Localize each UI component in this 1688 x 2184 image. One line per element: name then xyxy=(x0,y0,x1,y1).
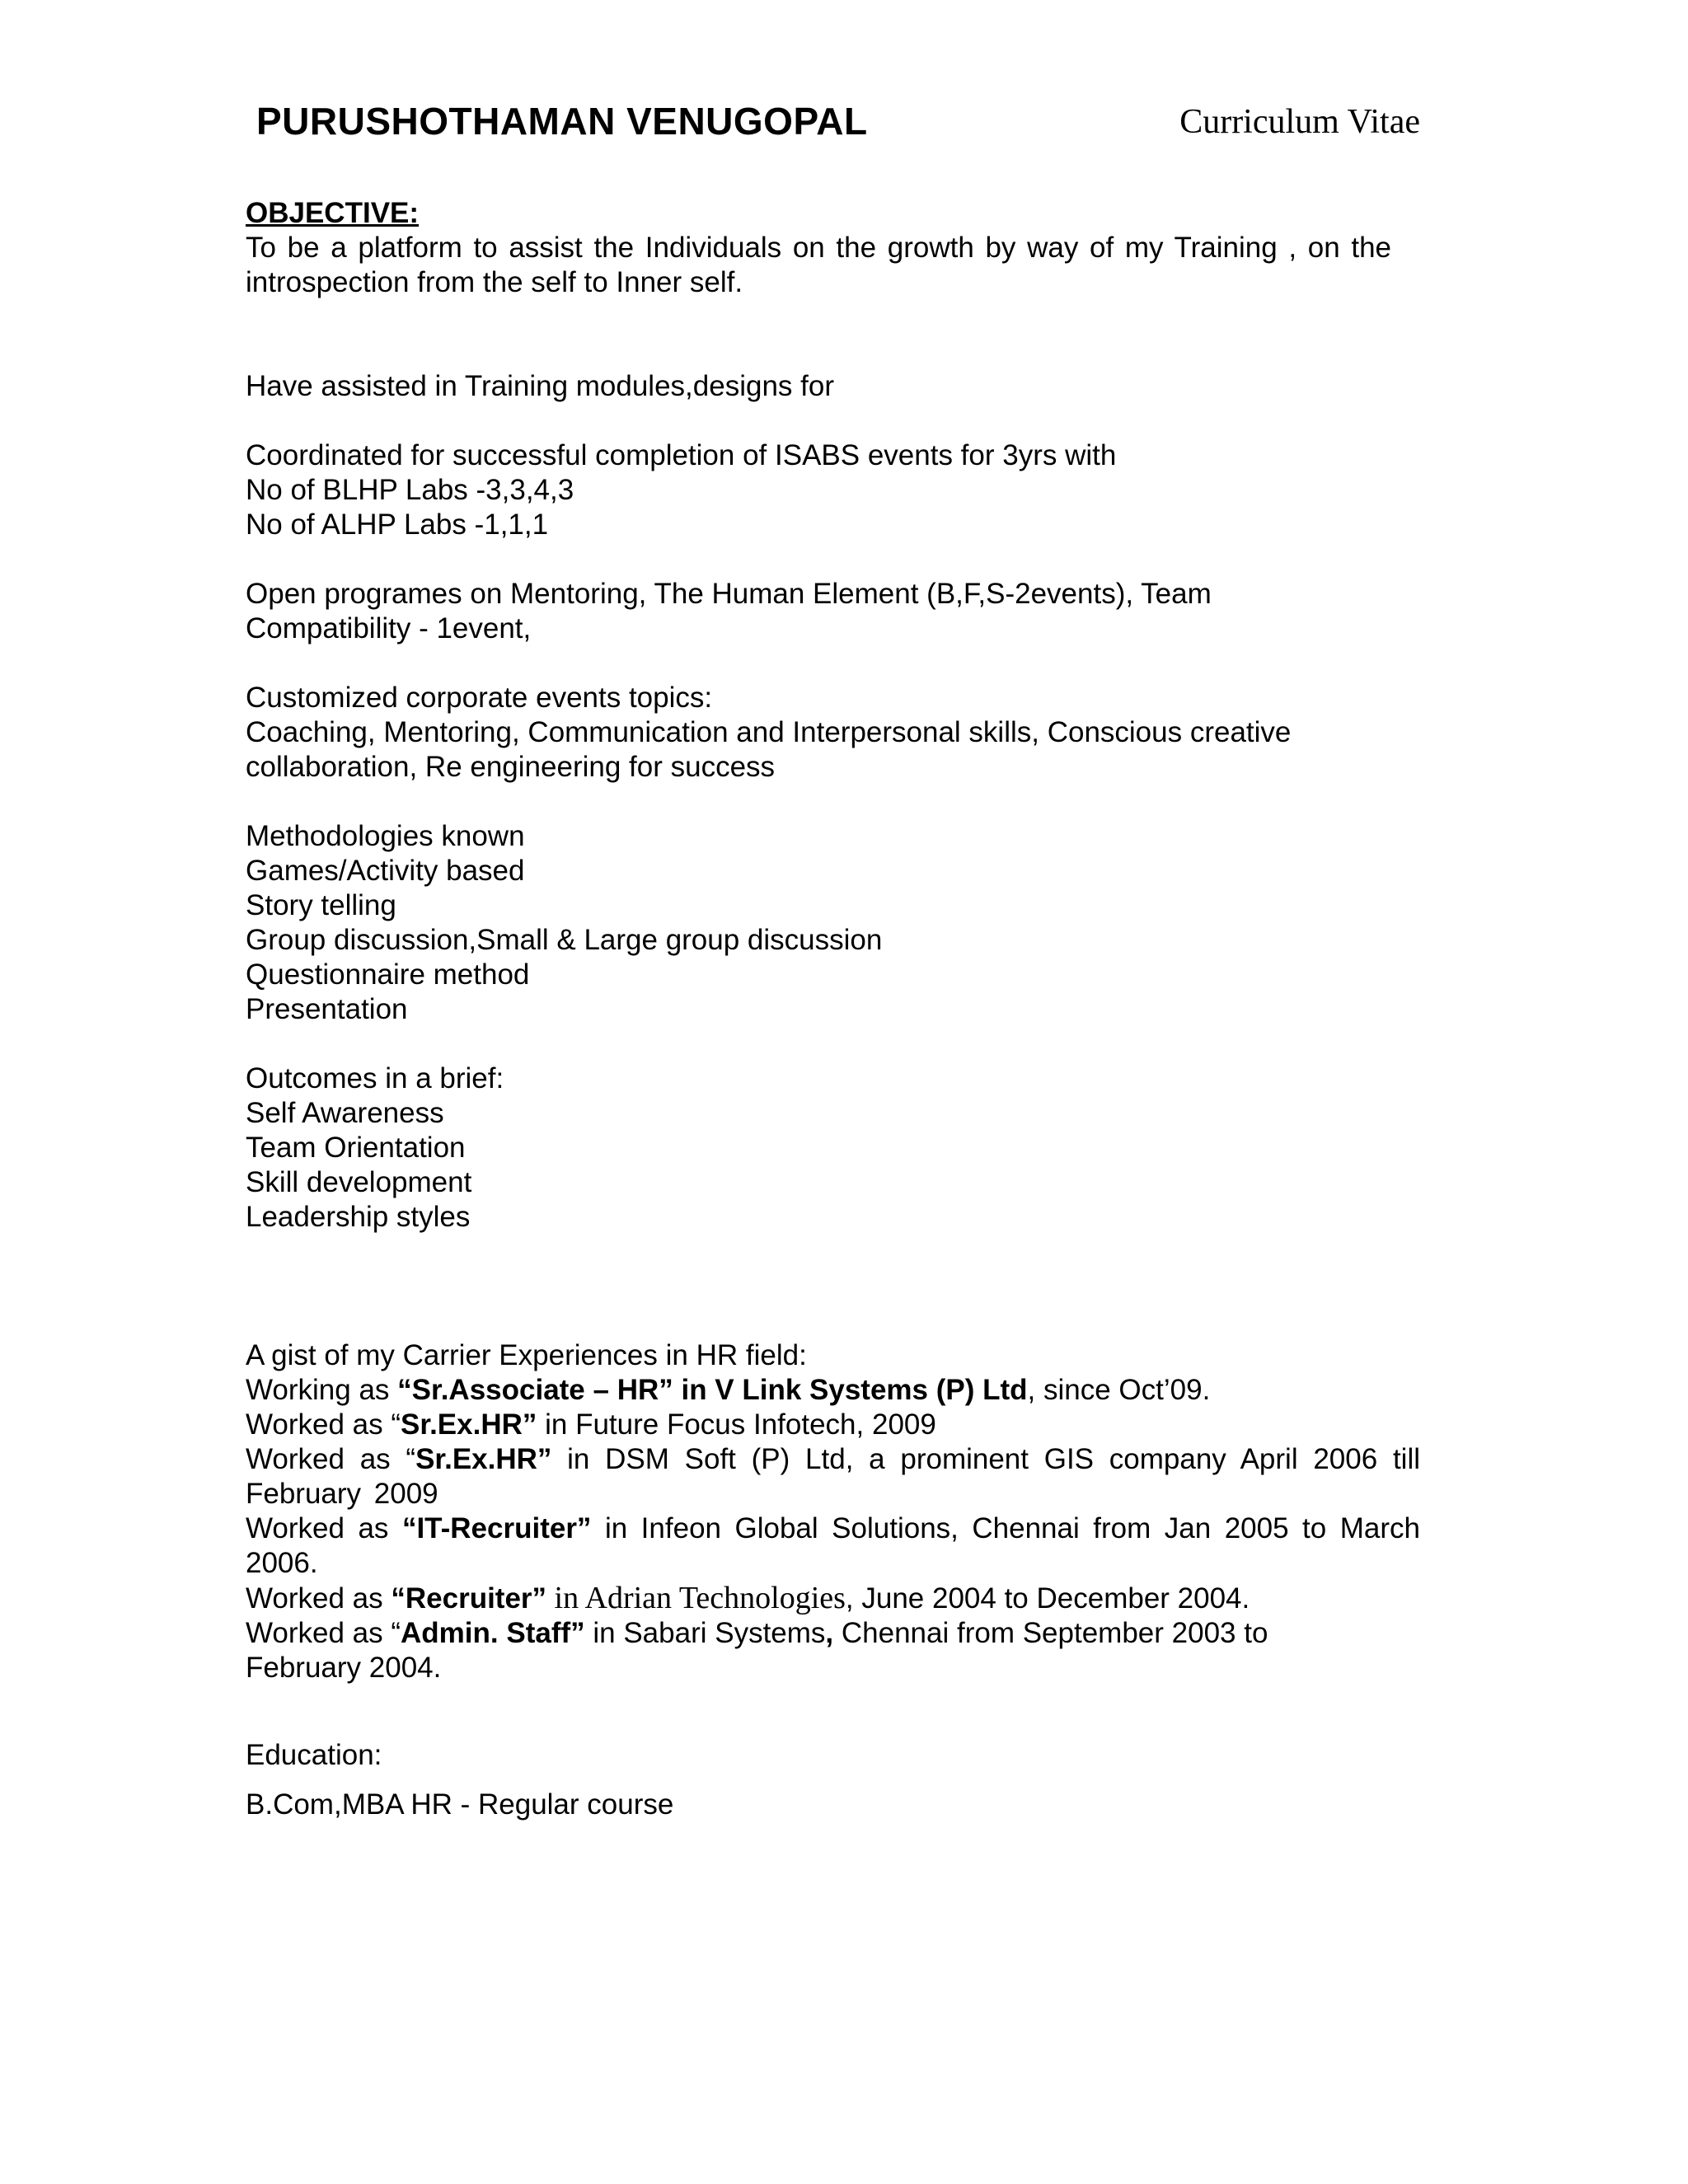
list-item: Presentation xyxy=(246,993,408,1025)
experience-role: “Recruiter” xyxy=(391,1582,547,1615)
list-item: Self Awareness xyxy=(246,1097,444,1129)
list-item: Games/Activity based xyxy=(246,855,525,887)
open-programs-line-2: Compatibility - 1event, xyxy=(246,612,532,644)
experience-entry xyxy=(246,1581,1420,1616)
experience-text: Worked as xyxy=(246,1512,402,1544)
experience-text: Chennai from September 2003 to xyxy=(833,1617,1268,1649)
training-blhp: No of BLHP Labs -3,3,4,3 xyxy=(246,474,574,506)
experience-text: , xyxy=(825,1617,834,1649)
experience-role: “IT-Recruiter” xyxy=(401,1512,592,1544)
list-item: Story telling xyxy=(246,889,396,921)
education-heading: Education: xyxy=(246,1739,382,1771)
outcomes-heading: Outcomes in a brief: xyxy=(246,1062,504,1094)
list-item: Group discussion,Small & Large group discussion xyxy=(246,924,883,956)
experience-entry xyxy=(246,1442,1420,1511)
experience-text: , since Oct’09. xyxy=(1027,1374,1211,1406)
open-programs-line-1: Open programes on Mentoring, The Human Element (B,F,S-2events), Team xyxy=(246,578,1212,610)
experience-text: in DSM Soft (P) Ltd, a prominent GIS company April 2006 till February 2009 xyxy=(246,1443,1420,1510)
education-degree: B.Com,MBA HR - Regular course xyxy=(246,1788,674,1821)
experience-text: Working as xyxy=(246,1374,398,1406)
document-type: Curriculum Vitae xyxy=(1179,103,1420,141)
list-item: Team Orientation xyxy=(246,1132,466,1164)
list-item: Skill development xyxy=(246,1166,472,1198)
experience-entry-continued: February 2004. xyxy=(246,1652,442,1684)
methodologies-heading: Methodologies known xyxy=(246,820,525,852)
experience-role: “Sr.Associate – HR” in V Link Systems (P) Ltd xyxy=(397,1374,1028,1406)
candidate-name: PURUSHOTHAMAN VENUGOPAL xyxy=(256,100,868,143)
experience-text: in Future Focus Infotech, 2009 xyxy=(537,1408,936,1441)
experience-heading: A gist of my Carrier Experiences in HR field: xyxy=(246,1339,807,1371)
experience-role: Sr.Ex.HR” xyxy=(415,1443,552,1475)
objective-heading: OBJECTIVE: xyxy=(246,197,420,229)
experience-text: in xyxy=(546,1581,585,1615)
customized-line-2: collaboration, Re engineering for success xyxy=(246,751,776,783)
customized-heading: Customized corporate events topics: xyxy=(246,682,713,714)
experience-role: Admin. Staff” xyxy=(401,1617,585,1649)
experience-text: , June 2004 to December 2004. xyxy=(845,1582,1250,1615)
experience-entry xyxy=(246,1373,1420,1408)
experience-text: in Sabari Systems xyxy=(584,1617,826,1649)
experience-text: in Infeon Global Solutions, Chennai from Jan 2005 to March 2006. xyxy=(246,1512,1420,1579)
experience-role: Sr.Ex.HR” xyxy=(401,1408,537,1441)
customized-line-1: Coaching, Mentoring, Communication and Interpersonal skills, Conscious creative xyxy=(246,716,1292,748)
list-item: Leadership styles xyxy=(246,1201,471,1233)
experience-entry xyxy=(246,1511,1420,1581)
experience-entry xyxy=(246,1616,1420,1651)
objective-text: To be a platform to assist the Individuals on the growth by way of my Training , on the introspection from the self to Inner self. xyxy=(246,232,1391,298)
training-assisted: Have assisted in Training modules,designs for xyxy=(246,370,834,402)
training-alhp: No of ALHP Labs -1,1,1 xyxy=(246,509,549,541)
experience-entry xyxy=(246,1408,1420,1442)
experience-text: Worked as “ xyxy=(246,1617,401,1649)
experience-text: Worked as “ xyxy=(246,1443,416,1475)
experience-company: Adrian Technologies xyxy=(584,1581,846,1615)
experience-text: Worked as xyxy=(246,1582,392,1615)
experience-text: Worked as “ xyxy=(246,1408,401,1441)
resume-body xyxy=(246,196,1420,1822)
training-coordinated: Coordinated for successful completion of ISABS events for 3yrs with xyxy=(246,439,1117,471)
list-item: Questionnaire method xyxy=(246,958,530,991)
